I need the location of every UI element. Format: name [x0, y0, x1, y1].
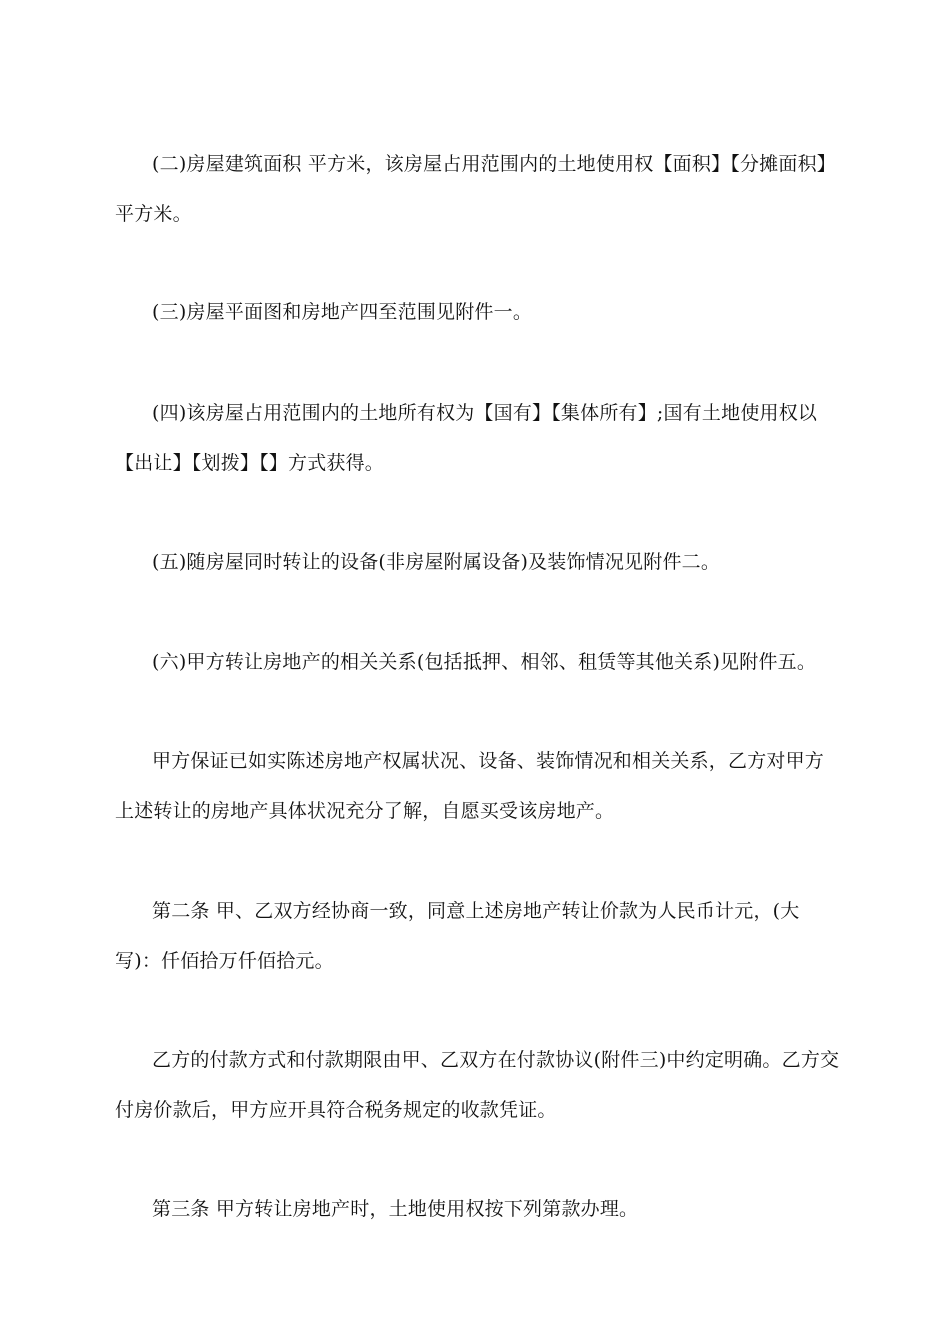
paragraph-floor-plan: (三)房屋平面图和房地产四至范围见附件一。 [152, 301, 533, 323]
paragraph-payment-terms: 乙方的付款方式和付款期限由甲、乙双方在付款协议(附件三)中约定明确。乙方交付房价款后，甲方应开具符合税务规定的收款凭证。 [115, 1049, 840, 1121]
paragraph-party-a-guarantee: 甲方保证已如实陈述房地产权属状况、设备、装饰情况和相关关系，乙方对甲方上述转让的房地产具体状况充分了解，自愿买受该房地产。 [115, 750, 825, 822]
paragraph-related-relations: (六)甲方转让房地产的相关关系(包括抵押、相邻、租赁等其他关系)见附件五。 [152, 651, 817, 673]
paragraph-land-ownership: (四)该房屋占用范围内的土地所有权为【国有】【集体所有】;国有土地使用权以【出让】【划拨】【】方式获得。 [115, 402, 818, 474]
paragraph-article-three: 第三条 甲方转让房地产时，土地使用权按下列第款办理。 [152, 1198, 639, 1220]
paragraph-equipment: (五)随房屋同时转让的设备(非房屋附属设备)及装饰情况见附件二。 [152, 551, 721, 573]
paragraph-article-two: 第二条 甲、乙双方经协商一致，同意上述房地产转让价款为人民币计元，(大写)：仟佰拾万仟佰拾元。 [115, 900, 800, 972]
paragraph-building-area: (二)房屋建筑面积 平方米，该房屋占用范围内的土地使用权【面积】【分摊面积】 平方米。 [115, 153, 836, 225]
